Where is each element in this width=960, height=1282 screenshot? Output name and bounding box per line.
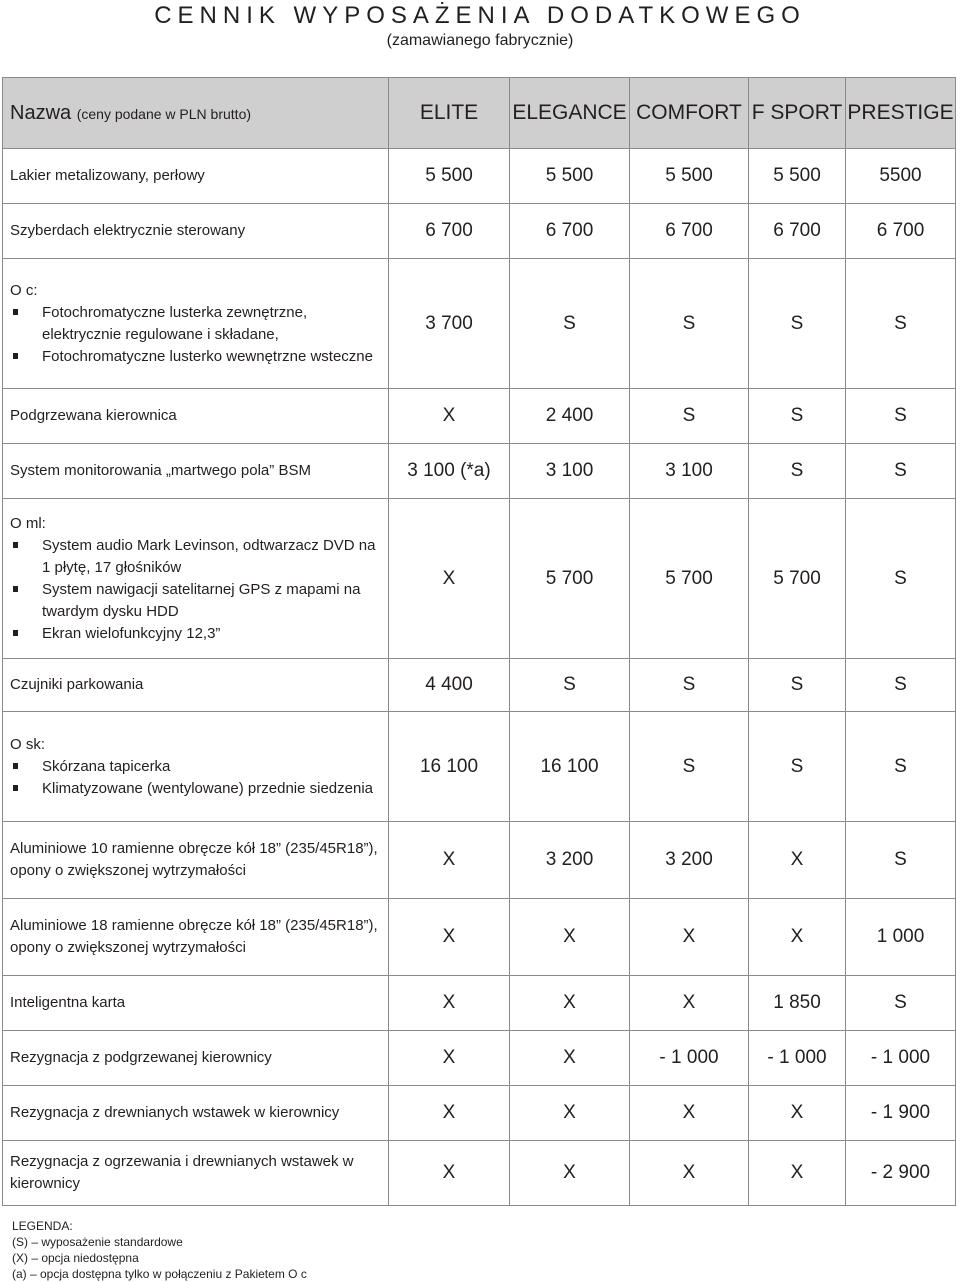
legend-item-standard: (S) – wyposażenie standardowe: [12, 1235, 183, 1249]
price-cell: 6 700: [510, 204, 630, 259]
row-bullet-item: Fotochromatyczne lusterko wewnętrzne wsteczne: [10, 346, 384, 368]
row-name: Czujniki parkowania: [10, 676, 144, 693]
legend-item-unavailable: (X) – opcja niedostępna: [12, 1251, 139, 1265]
price-cell: 4 400: [389, 659, 510, 712]
row-name-cell: [3, 712, 389, 822]
row-name: Rezygnacja z ogrzewania i drewnianych wstawek w kierownicy: [10, 1153, 354, 1192]
table-row: [3, 204, 956, 259]
row-name: O ml:: [10, 514, 46, 532]
price-cell: 6 700: [389, 204, 510, 259]
price-cell: 3 200: [630, 822, 749, 899]
price-cell: X: [510, 976, 630, 1031]
row-name-cell: [3, 659, 389, 712]
price-cell: 6 700: [749, 204, 846, 259]
price-cell: X: [389, 976, 510, 1031]
header-name-cell: [3, 78, 389, 149]
price-cell: S: [846, 822, 956, 899]
table-row: [3, 389, 956, 444]
row-bullet-item: Skórzana tapicerka: [10, 756, 384, 778]
table-row: [3, 259, 956, 389]
row-name: Rezygnacja z drewnianych wstawek w kierownicy: [10, 1104, 340, 1121]
page-title: CENNIK WYPOSAŻENIA DODATKOWEGO: [154, 2, 806, 29]
price-cell: - 2 900: [846, 1141, 956, 1206]
row-name-cell: [3, 259, 389, 389]
price-cell: S: [846, 444, 956, 499]
price-cell: 5 700: [630, 499, 749, 659]
price-cell: 5 500: [630, 149, 749, 204]
price-cell: 1 850: [749, 976, 846, 1031]
price-cell: S: [846, 659, 956, 712]
header-name-note: (ceny podane w PLN brutto): [76, 105, 252, 122]
price-cell: - 1 900: [846, 1086, 956, 1141]
price-cell: S: [749, 259, 846, 389]
column-header-elegance: ELEGANCE: [510, 78, 630, 149]
price-cell: S: [510, 659, 630, 712]
table-row: [3, 1086, 956, 1141]
page-subtitle: (zamawianego fabrycznie): [386, 32, 574, 49]
price-cell: 6 700: [630, 204, 749, 259]
column-header-elite: ELITE: [389, 78, 510, 149]
price-cell: 3 100: [510, 444, 630, 499]
price-cell: 5 500: [749, 149, 846, 204]
price-cell: 16 100: [510, 712, 630, 822]
price-cell: S: [510, 259, 630, 389]
price-cell: 3 100 (*a): [389, 444, 510, 499]
row-name: Inteligentna karta: [10, 994, 126, 1011]
row-name-cell: [3, 1086, 389, 1141]
table-row: [3, 444, 956, 499]
row-bullet-item: Ekran wielofunkcyjny 12,3”: [10, 623, 384, 645]
column-header-f-sport: F SPORT: [749, 78, 846, 149]
row-bullet-item: System audio Mark Levinson, odtwarzacz DVD na 1 płytę, 17 głośników: [10, 535, 384, 579]
price-cell: X: [630, 1086, 749, 1141]
price-cell: X: [630, 899, 749, 976]
price-cell: S: [749, 389, 846, 444]
legend: [12, 1218, 307, 1282]
table-row: [3, 899, 956, 976]
row-name: O sk:: [10, 735, 46, 753]
price-cell: 3 200: [510, 822, 630, 899]
table-row: [3, 499, 956, 659]
row-name-cell: [3, 389, 389, 444]
price-cell: S: [630, 659, 749, 712]
price-cell: S: [846, 259, 956, 389]
price-cell: X: [510, 1086, 630, 1141]
price-cell: - 1 000: [749, 1031, 846, 1086]
price-cell: S: [846, 712, 956, 822]
table-row: [3, 822, 956, 899]
price-cell: 2 400: [510, 389, 630, 444]
price-cell: - 1 000: [846, 1031, 956, 1086]
row-bullet-item: System nawigacji satelitarnej GPS z mapami na twardym dysku HDD: [10, 579, 384, 623]
column-header-comfort: COMFORT: [630, 78, 749, 149]
row-name: Rezygnacja z podgrzewanej kierownicy: [10, 1049, 272, 1066]
price-cell: S: [630, 259, 749, 389]
row-name-cell: [3, 899, 389, 976]
row-name: System monitorowania „martwego pola” BSM: [10, 462, 311, 479]
table-row: [3, 712, 956, 822]
row-bullet-list: [10, 756, 384, 800]
row-name: Aluminiowe 10 ramienne obręcze kół 18” (235/45R18”), opony o zwiększonej wytrzymałości: [10, 840, 378, 879]
price-cell: 16 100: [389, 712, 510, 822]
row-bullet-item: Fotochromatyczne lusterka zewnętrzne, elektrycznie regulowane i składane,: [10, 302, 384, 346]
price-table: [2, 77, 956, 1206]
price-cell: 1 000: [846, 899, 956, 976]
price-cell: X: [389, 389, 510, 444]
price-cell: X: [389, 899, 510, 976]
row-name: O c:: [10, 281, 38, 299]
table-row: [3, 149, 956, 204]
price-cell: X: [749, 822, 846, 899]
price-cell: X: [389, 1086, 510, 1141]
row-name: Podgrzewana kierownica: [10, 407, 177, 424]
table-row: [3, 1031, 956, 1086]
price-cell: 3 700: [389, 259, 510, 389]
row-name-cell: [3, 1031, 389, 1086]
legend-title: LEGENDA:: [12, 1219, 73, 1233]
row-name-cell: [3, 499, 389, 659]
price-cell: X: [510, 1141, 630, 1206]
price-cell: - 1 000: [630, 1031, 749, 1086]
price-cell: 6 700: [846, 204, 956, 259]
table-row: [3, 1141, 956, 1206]
price-cell: S: [749, 659, 846, 712]
price-cell: X: [749, 1086, 846, 1141]
row-bullet-list: [10, 302, 384, 368]
price-cell: X: [630, 1141, 749, 1206]
row-bullet-item: Klimatyzowane (wentylowane) przednie siedzenia: [10, 778, 384, 800]
price-cell: X: [749, 899, 846, 976]
price-cell: S: [630, 712, 749, 822]
row-name-cell: [3, 976, 389, 1031]
price-cell: 5 700: [510, 499, 630, 659]
price-cell: X: [510, 1031, 630, 1086]
price-cell: 5 500: [510, 149, 630, 204]
price-cell: X: [389, 822, 510, 899]
price-cell: 3 100: [630, 444, 749, 499]
legend-item-package-only: (a) – opcja dostępna tylko w połączeniu z Pakietem O c: [12, 1267, 307, 1281]
column-header-prestige: PRESTIGE: [846, 78, 956, 149]
price-cell: X: [389, 1141, 510, 1206]
header-name-label: Nazwa: [10, 101, 72, 124]
price-cell: S: [846, 499, 956, 659]
price-cell: S: [749, 712, 846, 822]
row-name-cell: [3, 822, 389, 899]
price-cell: S: [846, 976, 956, 1031]
price-cell: 5500: [846, 149, 956, 204]
price-cell: X: [749, 1141, 846, 1206]
table-row: [3, 976, 956, 1031]
price-cell: S: [846, 389, 956, 444]
row-name-cell: [3, 204, 389, 259]
row-name-cell: [3, 444, 389, 499]
price-cell: X: [389, 1031, 510, 1086]
row-name-cell: [3, 149, 389, 204]
price-cell: S: [630, 389, 749, 444]
price-cell: 5 700: [749, 499, 846, 659]
price-cell: S: [749, 444, 846, 499]
row-name: Szyberdach elektrycznie sterowany: [10, 222, 246, 239]
row-name-cell: [3, 1141, 389, 1206]
price-cell: 5 500: [389, 149, 510, 204]
price-cell: X: [389, 499, 510, 659]
price-cell: X: [510, 899, 630, 976]
price-table-body: [3, 78, 956, 1206]
row-name: Lakier metalizowany, perłowy: [10, 167, 205, 184]
row-bullet-list: [10, 535, 384, 645]
price-cell: X: [630, 976, 749, 1031]
table-header-row: [3, 78, 956, 149]
table-row: [3, 659, 956, 712]
row-name: Aluminiowe 18 ramienne obręcze kół 18” (235/45R18”), opony o zwiększonej wytrzymałości: [10, 917, 378, 956]
